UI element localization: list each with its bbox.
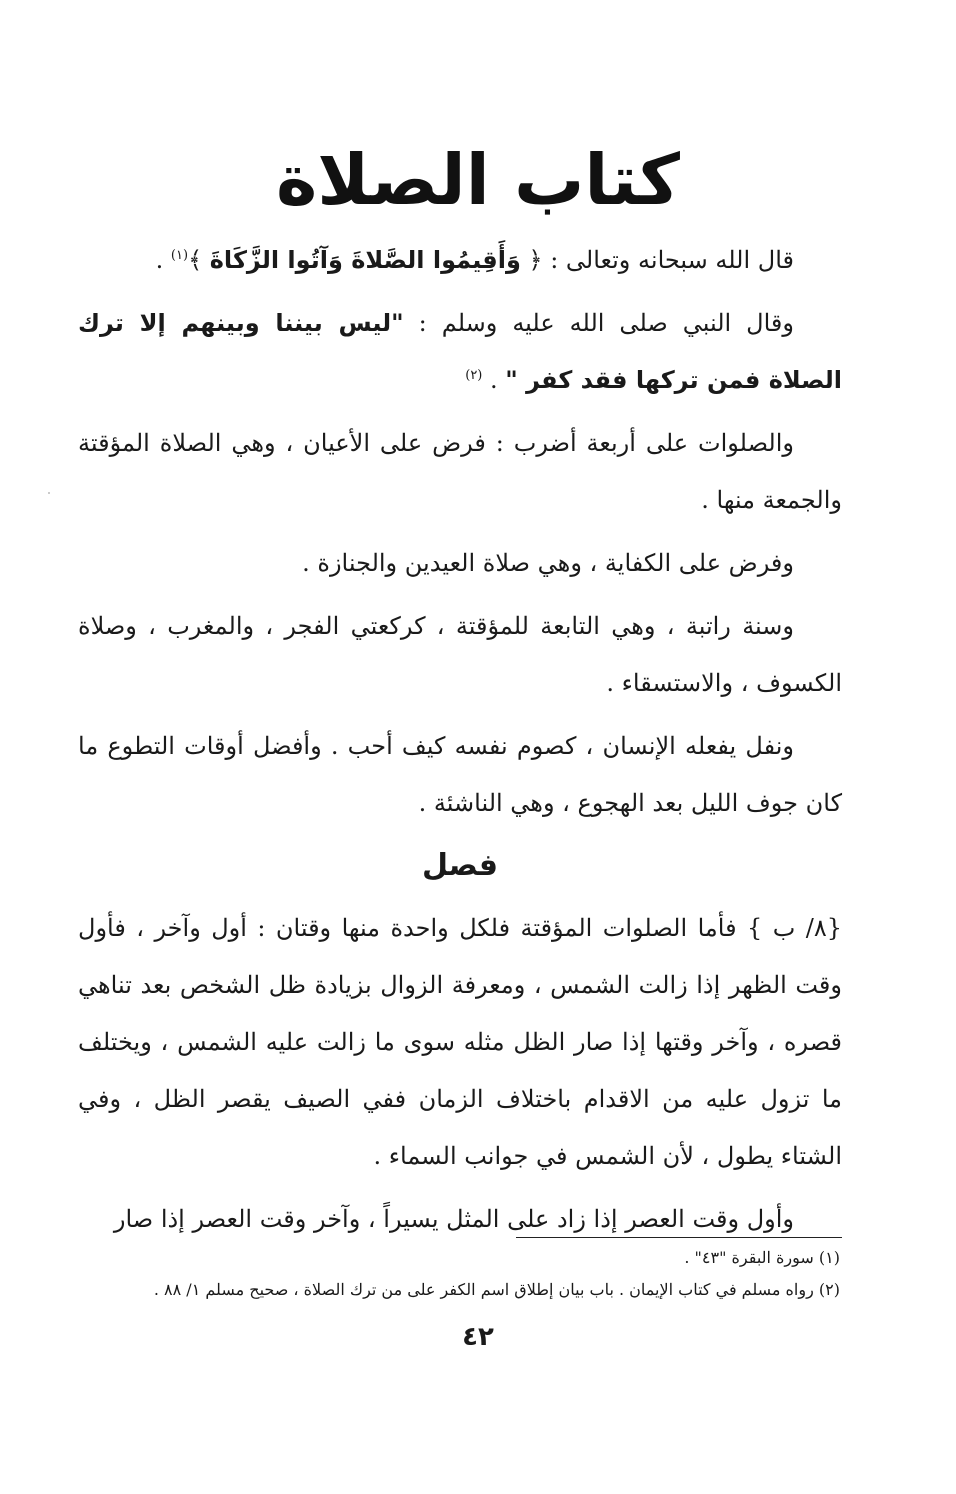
footnote-divider <box>516 1237 842 1238</box>
footnote-ref-2: (٢) <box>465 368 483 383</box>
paragraph-times: {٨/ ب } فأما الصلوات المؤقتة فلكل واحدة منها وقتان : أول وآخر ، فأول وقت الظهر إذا زالت الشمس ، ومعرفة الزوال بزيادة ظل الشخص بعد تناهي قصره ، وآخر وقتها إذا صار الظل مثله سوى ما زالت عليه الشمس ، ويختلف ما تزول عليه من الاقدام باختلاف الزمان ففي الصيف يقصر الظل ، وفي الشتاء يطول ، لأن الشمس في جوانب السماء . <box>78 914 842 1170</box>
hadith-end: . <box>482 366 506 394</box>
paragraph-nafl: ونفل يفعله الإنسان ، كصوم نفسه كيف أحب . وأفضل أوقات التطوع ما كان جوف الليل بعد الهجوع ، وهي الناشئة . <box>78 732 842 817</box>
verse-intro: قال الله سبحانه وتعالى : ﴿ <box>520 246 794 274</box>
quran-verse: وَأَقِيمُوا الصَّلاةَ وَآتُوا الزَّكَاةَ <box>209 246 521 274</box>
scan-speck <box>48 492 50 494</box>
footnote-ref-1: (١) <box>170 248 189 263</box>
paragraph-types: والصلوات على أربعة أضرب : فرض على الأعيان ، وهي الصلاة المؤقتة والجمعة منها . <box>78 429 842 514</box>
footnote-1: (١) سورة البقرة "٤٣" . <box>684 1248 840 1267</box>
paragraph-sunnah: وسنة راتبة ، وهي التابعة للمؤقتة ، كركعتي الفجر ، والمغرب ، وصلاة الكسوف ، والاستسقاء . <box>78 612 842 697</box>
main-text <box>78 232 842 1254</box>
verse-close: ﴾ <box>188 246 210 274</box>
footnotes <box>100 1242 840 1306</box>
paragraph-asr: وأول وقت العصر إذا زاد على المثل يسيراً ، وآخر وقت العصر إذا صار <box>113 1205 794 1233</box>
paragraph-kifaya: وفرض على الكفاية ، وهي صلاة العيدين والجنازة . <box>302 549 794 577</box>
paragraph-verse <box>78 232 842 289</box>
hadith-text: "ليس بيننا وبينهم إلا ترك الصلاة فمن تركها فقد كفر " <box>78 309 842 394</box>
paragraph-hadith <box>78 295 842 409</box>
section-heading: فصل <box>422 848 498 883</box>
verse-end: . <box>155 246 171 274</box>
chapter-title: كتاب الصلاة <box>275 139 680 221</box>
footnote-2: (٢) رواه مسلم في كتاب الإيمان . باب بيان إطلاق اسم الكفر على من ترك الصلاة ، صحيح مسلم ١/ ٨٨ . <box>153 1280 840 1299</box>
page-number: ٤٢ <box>462 1322 494 1352</box>
hadith-intro: وقال النبي صلى الله عليه وسلم : <box>403 309 794 337</box>
